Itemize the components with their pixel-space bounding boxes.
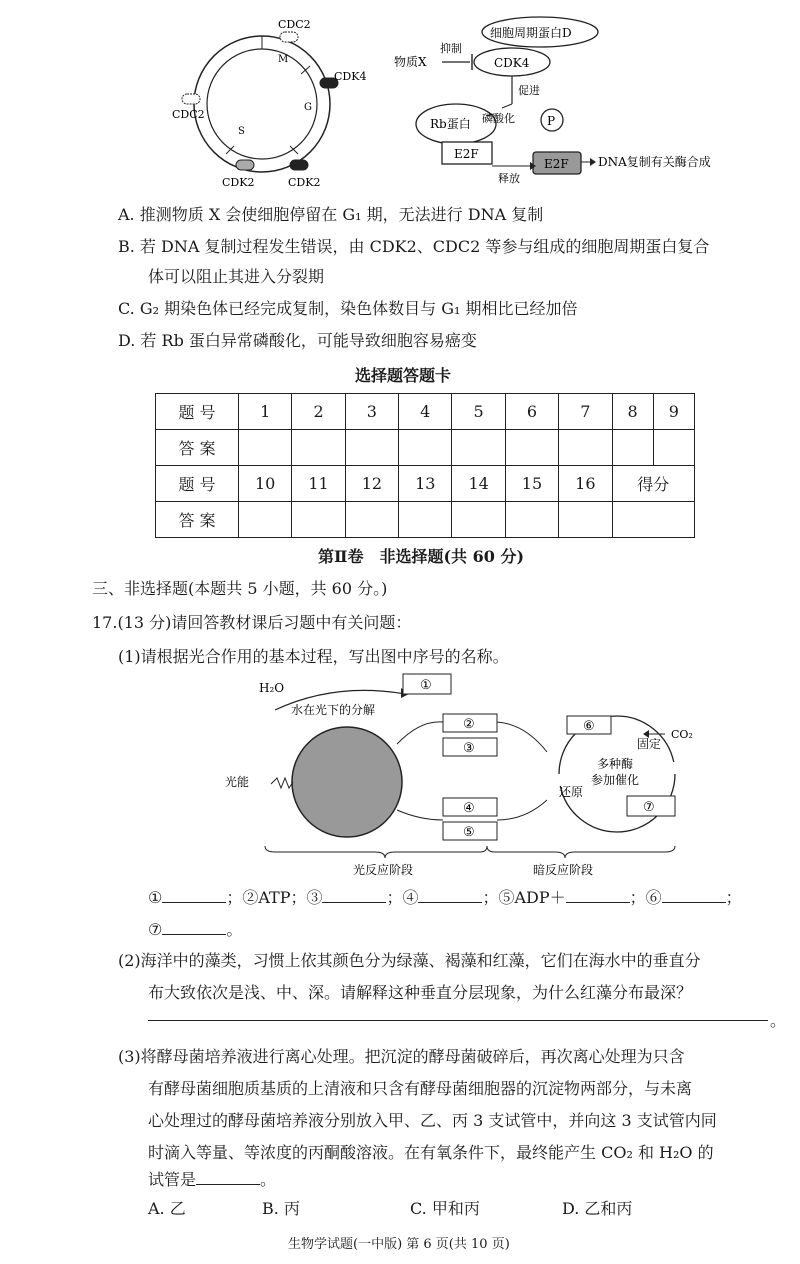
answer-card-number: 16 [559, 466, 612, 502]
pathway-e2f-free: E2F [544, 157, 569, 171]
answer-cell[interactable] [345, 502, 398, 538]
fill-label-7: ⑦ [148, 920, 163, 939]
pathway-p: P [547, 114, 556, 128]
answer-card-number: 3 [345, 394, 398, 430]
q17-sub3-line3: 心处理过的酵母菌培养液分别放入甲、乙、丙 3 支试管中，并向这 3 支试管内同 [148, 1111, 717, 1130]
answer-card-row-label: 答 案 [156, 502, 239, 538]
pathway-substance-x: 物质X [394, 55, 427, 69]
fill-label-4: ；④ [386, 888, 419, 907]
answer-card-score-label: 得分 [612, 466, 694, 502]
fill-line-2 [148, 918, 242, 941]
q16-option-a: A. 推测物质 X 会使细胞停留在 G₁ 期，无法进行 DNA 复制 [118, 205, 544, 224]
choice-c[interactable]: C. 甲和丙 [410, 1199, 480, 1218]
cycle-label-cdk4: CDK4 [334, 70, 367, 83]
ps-reduce: 还原 [559, 785, 584, 799]
ps-box7: ⑦ [643, 800, 655, 815]
pathway-release: 释放 [498, 172, 520, 185]
answer-card-number: 8 [612, 394, 653, 430]
blank-1[interactable] [162, 886, 226, 903]
fill-label-6: ；⑥ [629, 888, 662, 907]
answer-cell[interactable] [559, 502, 612, 538]
ps-box3: ③ [463, 741, 475, 756]
choice-a[interactable]: A. 乙 [148, 1199, 186, 1218]
answer-card-number: 4 [399, 394, 452, 430]
pathway-rb: Rb蛋白 [430, 117, 471, 131]
answer-cell[interactable] [505, 430, 558, 466]
answer-card-number: 1 [239, 394, 292, 430]
rb-pathway-diagram [390, 12, 740, 192]
cycle-label-cdk2-left: CDK2 [222, 176, 255, 189]
ps-enzymes: 多种酶 [597, 757, 634, 771]
pathway-e2f-bound: E2F [454, 147, 479, 161]
answer-cell[interactable] [292, 502, 345, 538]
q17-sub3-line5 [148, 1168, 276, 1191]
answer-card-table [155, 393, 695, 538]
cycle-phase-g: G [304, 102, 312, 113]
fill-label-7-end: 。 [226, 920, 243, 939]
fill-label-5: ；⑤ADP＋ [482, 888, 566, 907]
ps-water-split: 水在光下的分解 [291, 703, 376, 717]
ps-dark-stage: 暗反应阶段 [533, 863, 594, 877]
q17-sub2-line1: (2)海洋中的藻类，习惯上依其颜色分为绿藻、褐藻和红藻，它们在海水中的垂直分 [118, 951, 701, 970]
answer-card-number: 15 [505, 466, 558, 502]
ps-box5: ⑤ [463, 825, 475, 840]
ps-box6: ⑥ [583, 719, 595, 734]
fill-label-2-3: ；②ATP；③ [226, 888, 323, 907]
answer-cell[interactable] [239, 502, 292, 538]
ps-light-stage: 光反应阶段 [353, 863, 414, 877]
cycle-phase-s: S [238, 126, 245, 137]
answer-card-row-label: 题 号 [156, 394, 239, 430]
ps-fix: 固定 [637, 737, 662, 751]
ps-box2: ② [463, 717, 475, 732]
answer-cell[interactable] [399, 430, 452, 466]
answer-cell[interactable] [505, 502, 558, 538]
choice-b[interactable]: B. 丙 [262, 1199, 300, 1218]
ps-box1: ① [420, 678, 432, 693]
cycle-label-cdc2-left: CDC2 [172, 108, 205, 121]
answer-card-number: 5 [452, 394, 505, 430]
pathway-dna-enzyme: DNA复制有关酶合成 [598, 155, 711, 169]
part2-title: 第Ⅱ卷 非选择题(共 60 分) [318, 547, 525, 566]
page-footer: 生物学试题(一中版) 第 6 页(共 10 页) [288, 1237, 510, 1252]
answer-card-number: 13 [399, 466, 452, 502]
q17-sub3-line4: 时滴入等量、等浓度的丙酮酸溶液。在有氧条件下，最终能产生 CO₂ 和 H₂O 的 [148, 1143, 714, 1162]
q16-option-c: C. G₂ 期染色体已经完成复制，染色体数目与 G₁ 期相比已经加倍 [118, 299, 578, 318]
ps-box4: ④ [463, 801, 475, 816]
pathway-cdk4: CDK4 [494, 56, 530, 70]
pathway-phosphorylation: 磷酸化 [482, 112, 515, 125]
pathway-inhibit: 抑制 [440, 42, 462, 55]
answer-card-title: 选择题答题卡 [355, 366, 452, 385]
q17-sub3-line1: (3)将酵母菌培养液进行离心处理。把沉淀的酵母菌破碎后，再次离心处理为只含 [118, 1047, 685, 1066]
cell-cycle-diagram [170, 14, 370, 194]
answer-cell[interactable] [452, 502, 505, 538]
answer-cell[interactable] [399, 502, 452, 538]
cycle-phase-m: M [278, 54, 289, 65]
cycle-label-cdk2-right: CDK2 [288, 176, 321, 189]
blank-4[interactable] [418, 886, 482, 903]
q17-sub3-line2: 有酵母菌细胞质基质的上清液和只含有酵母菌细胞器的沉淀物两部分，与未离 [148, 1079, 693, 1098]
blank-5[interactable] [566, 886, 630, 903]
q16-option-b-cont: 体可以阻止其进入分裂期 [148, 267, 325, 286]
answer-card-row-label: 答 案 [156, 430, 239, 466]
answer-line[interactable] [148, 1020, 768, 1021]
choice-d[interactable]: D. 乙和丙 [562, 1199, 633, 1218]
q17-sub3-last: 试管是 [148, 1170, 197, 1189]
fill-label-end: ； [725, 888, 742, 907]
ps-light-energy: 光能 [225, 775, 250, 789]
answer-card-number: 6 [505, 394, 558, 430]
answer-cell[interactable] [239, 430, 292, 466]
fill-line-1 [148, 886, 742, 909]
q16-option-d: D. 若 Rb 蛋白异常磷酸化，可能导致细胞容易癌变 [118, 331, 477, 350]
ps-catalysis: 参加催化 [591, 773, 640, 787]
section3-heading: 三、非选择题(本题共 5 小题，共 60 分。) [92, 579, 388, 598]
fill-label-1: ① [148, 888, 163, 907]
blank-6[interactable] [662, 886, 726, 903]
answer-card-number: 2 [292, 394, 345, 430]
q17-sub3-end: 。 [260, 1170, 277, 1189]
ps-co2: CO₂ [671, 728, 693, 741]
q16-option-b: B. 若 DNA 复制过程发生错误，由 CDK2、CDC2 等参与组成的细胞周期蛋白复合 [118, 237, 710, 256]
answer-cell[interactable] [653, 430, 694, 466]
answer-card-row-label: 题 号 [156, 466, 239, 502]
q17-sub1: (1)请根据光合作用的基本过程，写出图中序号的名称。 [118, 647, 509, 666]
blank-test-tube[interactable] [196, 1168, 260, 1185]
q17-stem: 17.(13 分)请回答教材课后习题中有关问题： [92, 613, 412, 632]
blank-7[interactable] [162, 918, 226, 935]
blank-3[interactable] [322, 886, 386, 903]
answer-line-end: 。 [770, 1011, 787, 1030]
ps-h2o: H₂O [259, 681, 285, 695]
photosynthesis-diagram [225, 670, 725, 880]
answer-cell[interactable] [292, 430, 345, 466]
answer-card-number: 14 [452, 466, 505, 502]
answer-cell[interactable] [612, 430, 653, 466]
answer-card-number: 10 [239, 466, 292, 502]
answer-cell[interactable] [559, 430, 612, 466]
pathway-cyclin-d: 细胞周期蛋白D [490, 26, 572, 40]
cycle-label-cdc2-top: CDC2 [278, 18, 311, 31]
answer-cell[interactable] [452, 430, 505, 466]
q17-sub2-line2: 布大致依次是浅、中、深。请解释这种垂直分层现象，为什么红藻分布最深？ [148, 983, 693, 1002]
answer-card-number: 11 [292, 466, 345, 502]
score-cell[interactable] [612, 502, 694, 538]
answer-cell[interactable] [345, 430, 398, 466]
answer-card-number: 9 [653, 394, 694, 430]
answer-card-number: 7 [559, 394, 612, 430]
pathway-promote: 促进 [518, 84, 540, 97]
answer-card-number: 12 [345, 466, 398, 502]
